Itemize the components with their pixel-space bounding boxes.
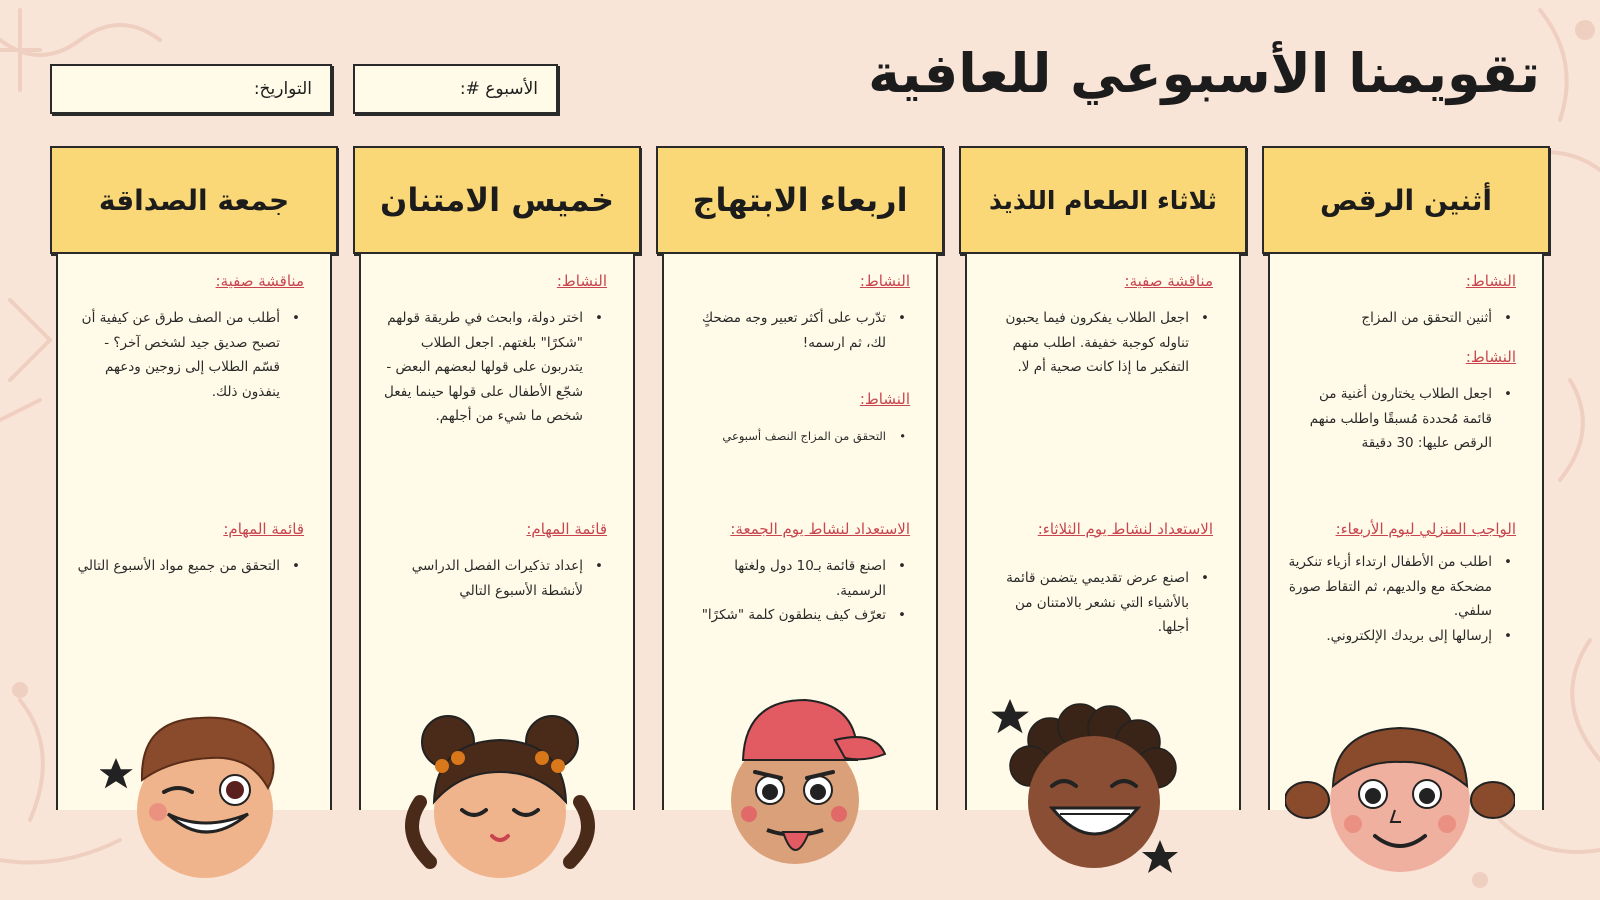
section bbox=[985, 516, 1213, 640]
section bbox=[682, 268, 910, 355]
section-heading: النشاط: bbox=[556, 272, 607, 290]
section bbox=[76, 268, 304, 404]
day-header: خميس الامتنان bbox=[353, 146, 641, 254]
day-header: جمعة الصداقة bbox=[50, 146, 338, 254]
section-heading: الاستعداد لنشاط يوم الثلاثاء: bbox=[1037, 520, 1213, 538]
list-item: • إرسالها إلى بريدك الإلكتروني. bbox=[1288, 624, 1492, 649]
calm-girl-face-illustration bbox=[400, 712, 600, 880]
section-heading: النشاط: bbox=[1465, 348, 1516, 366]
section bbox=[1288, 516, 1516, 648]
section bbox=[1288, 268, 1516, 331]
list-item: • أطلب من الصف طرق عن كيفية أن تصبح صديق جيد لشخص آخر؟ - قسّم الطلاب إلى زوجين ودعهم ينفذون ذلك. bbox=[76, 306, 280, 404]
day-header: ثلاثاء الطعام اللذيذ bbox=[959, 146, 1247, 254]
section bbox=[682, 386, 910, 449]
pigtail-girl-face-illustration bbox=[1285, 720, 1515, 880]
section bbox=[1288, 344, 1516, 456]
section-heading: مناقشة صفية: bbox=[215, 272, 304, 290]
cap-boy-face-illustration bbox=[715, 690, 890, 870]
section-heading: النشاط: bbox=[859, 390, 910, 408]
list-item: • اصنع قائمة بـ10 دول ولغتها الرسمية. bbox=[682, 554, 886, 603]
list-item: • إعداد تذكيرات الفصل الدراسي لأنشطة الأسبوع التالي bbox=[379, 554, 583, 603]
section-heading: قائمة المهام: bbox=[223, 520, 304, 538]
list-item: • اختر دولة، وابحث في طريقة قولهم "شكرًا" بلغتهم. اجعل الطلاب يتدربون على قولها لبعضهم البعض - شجّع الأطفال على قولها حينما يفعل شخص ما شيء من أجلهم. bbox=[379, 306, 583, 429]
section-heading: مناقشة صفية: bbox=[1124, 272, 1213, 290]
week-number-label: الأسبوع #: bbox=[459, 79, 538, 99]
section bbox=[985, 268, 1213, 380]
dates-label: التواريخ: bbox=[253, 79, 312, 99]
section bbox=[379, 268, 607, 429]
list-item: • أثنين التحقق من المزاج bbox=[1288, 306, 1492, 331]
list-item: • اجعل الطلاب يفكرون فيما يحبون تناوله كوجبة خفيفة. اطلب منهم التفكير ما إذا كانت صحية أم لا. bbox=[985, 306, 1189, 380]
winking-boy-face-illustration bbox=[100, 710, 300, 880]
page-title: تقويمنا الأسبوعي للعافية bbox=[868, 42, 1540, 105]
curly-hair-kid-face-illustration bbox=[990, 690, 1200, 880]
day-header: اربعاء الابتهاج bbox=[656, 146, 944, 254]
section bbox=[76, 516, 304, 579]
list-item: • تعرّف كيف ينطقون كلمة "شكرًا" bbox=[682, 603, 886, 628]
list-item: • التحقق من جميع مواد الأسبوع التالي bbox=[76, 554, 280, 579]
section-heading: قائمة المهام: bbox=[526, 520, 607, 538]
list-item: • التحقق من المزاج النصف أسبوعي bbox=[682, 424, 886, 449]
section-heading: الواجب المنزلي ليوم الأربعاء: bbox=[1335, 520, 1516, 538]
list-item: • اطلب من الأطفال ارتداء أزياء تنكرية مضحكة مع والديهم، ثم التقاط صورة سلفي. bbox=[1288, 550, 1492, 624]
section-heading: النشاط: bbox=[859, 272, 910, 290]
section bbox=[379, 516, 607, 603]
list-item: • تدّرب على أكثر تعبير وجه مضحكٍ لك، ثم ارسمه! bbox=[682, 306, 886, 355]
section bbox=[682, 516, 910, 628]
list-item: • اصنع عرض تقديمي يتضمن قائمة بالأشياء التي نشعر بالامتنان من أجلها. bbox=[985, 566, 1189, 640]
section-heading: الاستعداد لنشاط يوم الجمعة: bbox=[730, 520, 910, 538]
list-item: • اجعل الطلاب يختارون أغنية من قائمة مُحددة مُسبقًا واطلب منهم الرقص عليها: 30 دقيقة bbox=[1288, 382, 1492, 456]
section-heading: النشاط: bbox=[1465, 272, 1516, 290]
day-header: أثنين الرقص bbox=[1262, 146, 1550, 254]
